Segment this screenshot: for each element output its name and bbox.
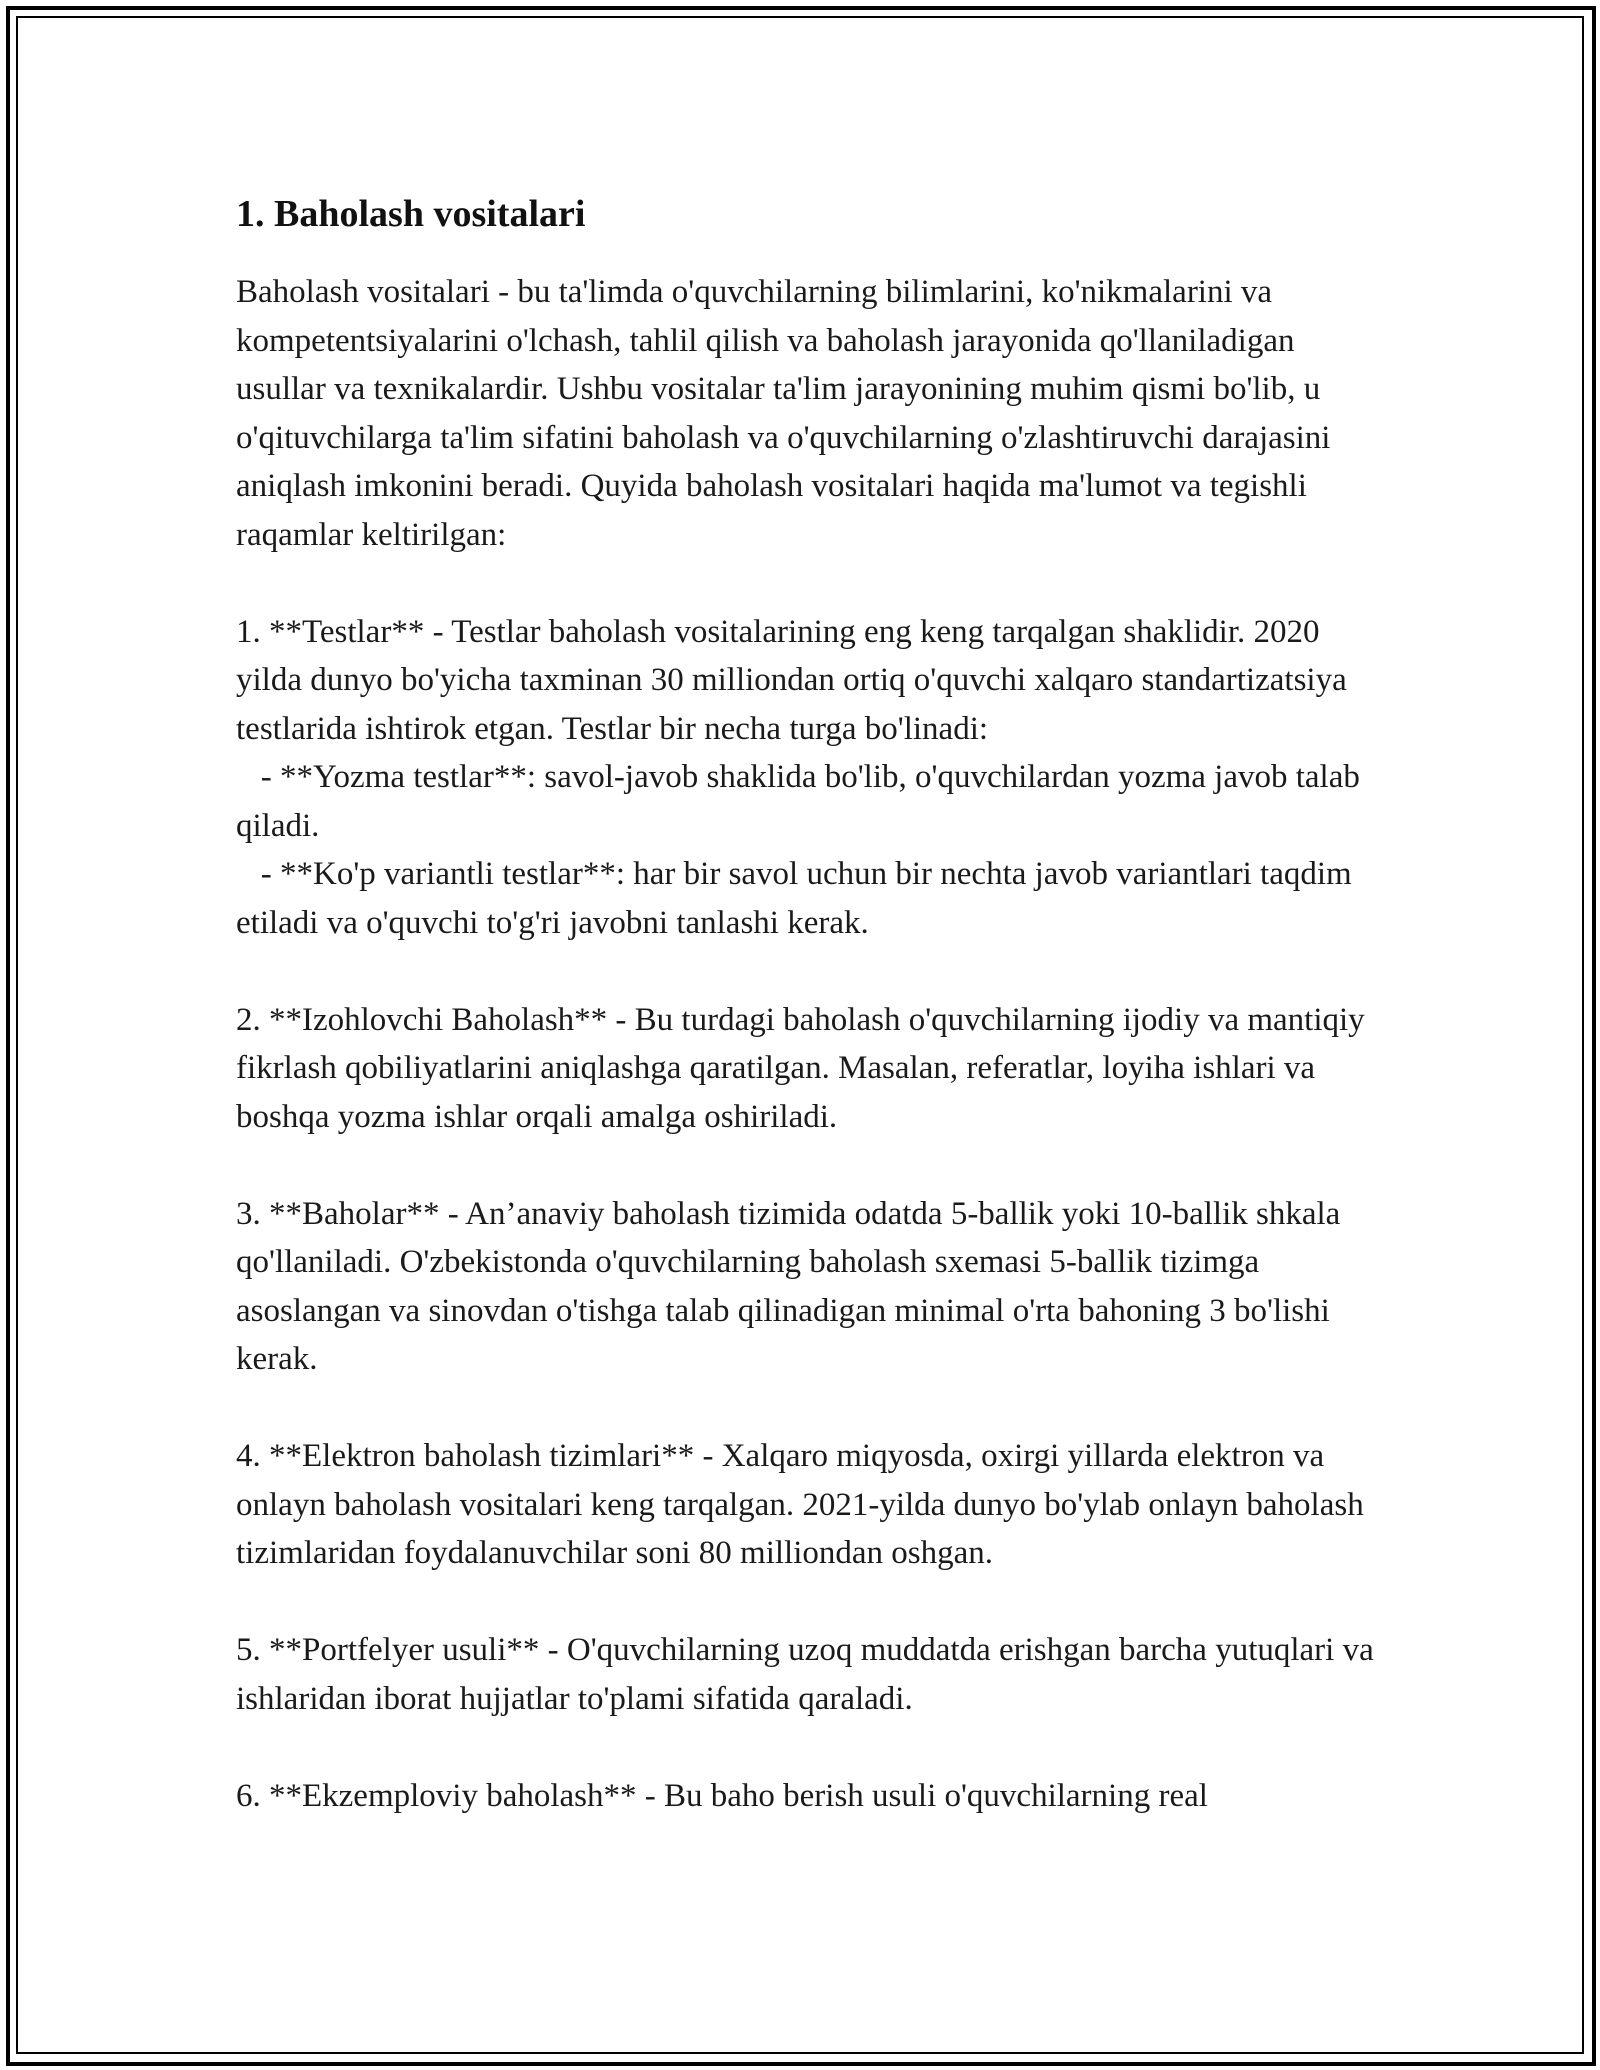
sub-item-kop-variantli-testlar: - **Ko'p variantli testlar**: har bir savol uchun bir nechta javob variantlari taqdim etiladi va o'quvchi to'g'ri javobni tanlashi kerak. xyxy=(236,856,1360,941)
paragraph-gap xyxy=(236,1723,1386,1772)
list-item-izohlovchi-baholash: 2. **Izohlovchi Baholash** - Bu turdagi baholash o'quvchilarning ijodiy va mantiqiy fikrlash qobiliyatlarini aniqlashga qaratilgan. Masalan, referatlar, loyiha ishlari va boshqa yozma ishlar orqali amalga oshiriladi. xyxy=(236,1001,1373,1135)
list-item-elektron-baholash: 4. **Elektron baholash tizimlari** - Xalqaro miqyosda, oxirgi yillarda elektron va onlayn baholash vositalari keng tarqalgan. 2021-yilda dunyo bo'ylab onlayn baholash tizimlaridan foydalanuvchilar soni 80 milliondan oshgan. xyxy=(236,1438,1372,1571)
list-item-testlar: 1. **Testlar** - Testlar baholash vositalarining eng keng tarqalgan shaklidir. 2020 yilda dunyo bo'yicha taxminan 30 milliondan ortiq o'quvchi xalqaro standartizatsiya testlarida ishtirok etgan. Testlar bir necha turga bo'linadi: xyxy=(236,613,1355,747)
intro-paragraph: Baholash vositalari - bu ta'limda o'quvchilarning bilimlarini, ko'nikmalarini va kompetentsiyalarini o'lchash, tahlil qilish va baholash jarayonida qo'llaniladigan usullar va texnikalardir. Ushbu vositalar ta'lim jarayonining muhim qismi bo'lib, u o'qituvchilarga ta'lim sifatini baholash va o'quvchilarning o'zlashtiruvchi darajasini aniqlash imkonini beradi. Quyida baholash vositalari haqida ma'lumot va tegishli raqamlar keltirilgan: xyxy=(236,274,1339,553)
section-heading: 1. Baholash vositalari xyxy=(236,193,586,235)
list-item-baholar: 3. **Baholar** - An’anaviy baholash tizimida odatda 5-ballik yoki 10-ballik shkala qo'llaniladi. O'zbekistonda o'quvchilarning baholash sxemasi 5-ballik tizimga asoslangan va sinovdan o'tishga talab qilinadigan minimal o'rta bahoning 3 bo'lishi kerak. xyxy=(236,1195,1349,1377)
sub-item-yozma-testlar: - **Yozma testlar**: savol-javob shaklida bo'lib, o'quvchilardan yozma javob talab qiladi. xyxy=(236,759,1369,844)
paragraph-gap xyxy=(236,1141,1386,1190)
paragraph-gap xyxy=(236,1578,1386,1627)
list-item-portfelyer-usuli: 5. **Portfelyer usuli** - O'quvchilarning uzoq muddatda erishgan barcha yutuqlari va ishlaridan iborat hujjatlar to'plami sifatida qaraladi. xyxy=(236,1632,1382,1717)
document-body xyxy=(236,188,1386,1820)
paragraph-gap xyxy=(236,1384,1386,1433)
paragraph-gap xyxy=(236,947,1386,996)
paragraph-gap xyxy=(236,559,1386,608)
list-item-ekzemploviy-baholash: 6. **Ekzemploviy baholash** - Bu baho berish usuli o'quvchilarning real xyxy=(236,1777,1208,1814)
